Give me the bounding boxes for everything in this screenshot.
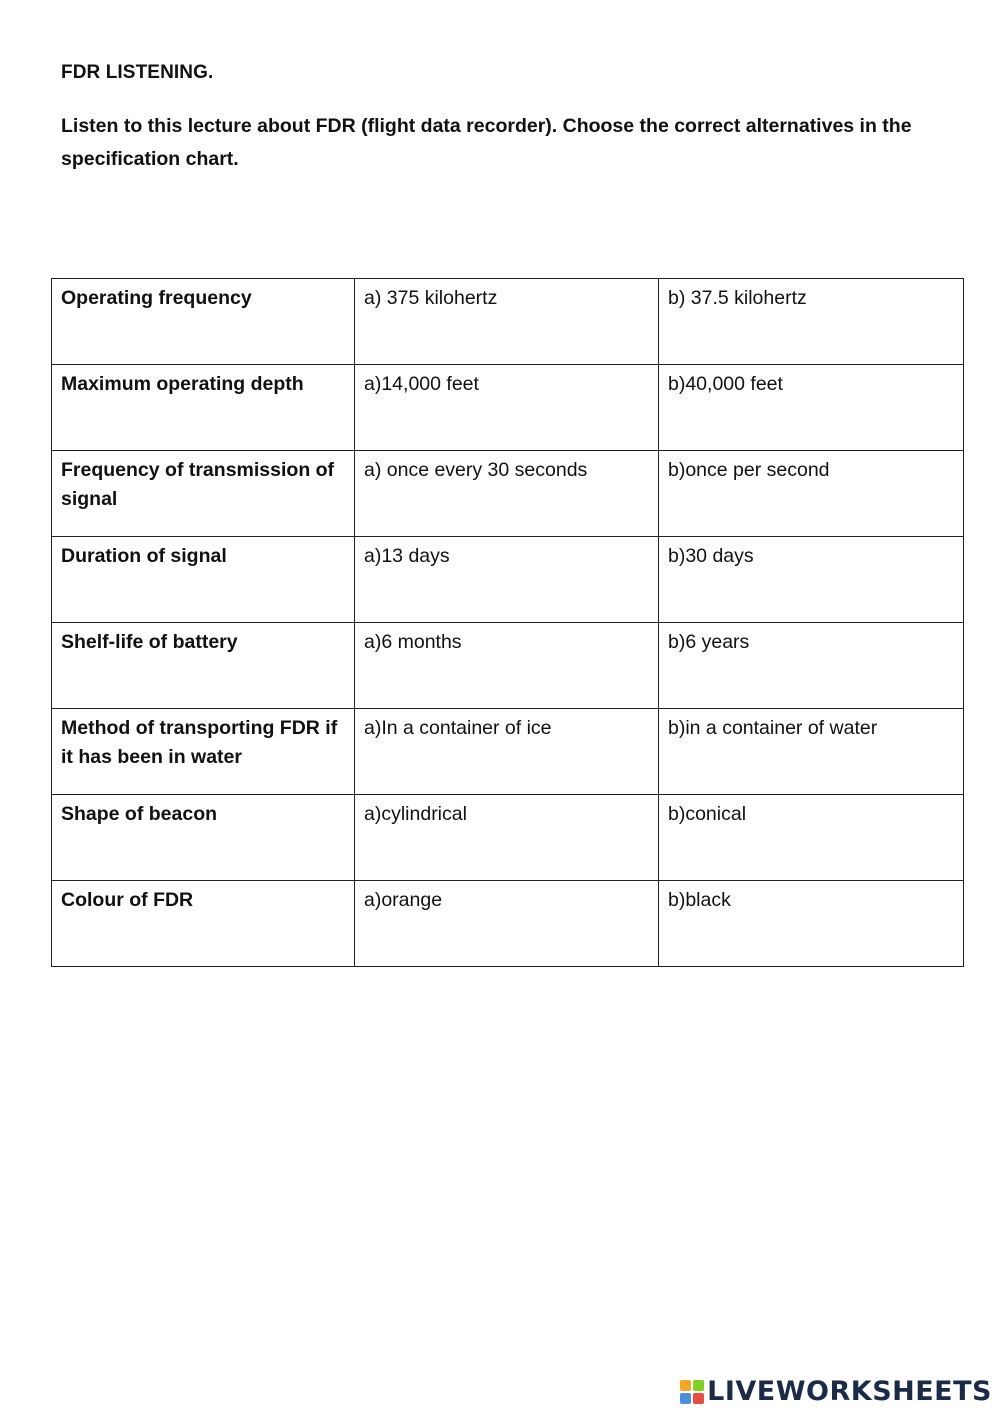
option-a-cell: a)6 months [355, 623, 659, 709]
page-title: FDR LISTENING. [61, 62, 214, 83]
spec-label-cell: Maximum operating depth [52, 365, 355, 451]
spec-label-cell: Shape of beacon [52, 795, 355, 881]
option-b-cell: b)black [659, 881, 964, 967]
table-row [52, 451, 964, 537]
logo-square-2 [693, 1380, 704, 1391]
option-a-cell: a)In a container of ice [355, 709, 659, 795]
table-row [52, 365, 964, 451]
option-b-cell: b)30 days [659, 537, 964, 623]
spec-label-cell: Method of transporting FDR if it has been in water [52, 709, 355, 795]
option-b-cell: b)40,000 feet [659, 365, 964, 451]
option-b-cell: b)6 years [659, 623, 964, 709]
option-b-cell: b)conical [659, 795, 964, 881]
table-row [52, 279, 964, 365]
spec-label-cell: Colour of FDR [52, 881, 355, 967]
logo-square-3 [680, 1393, 691, 1404]
spec-label-cell: Frequency of transmission of signal [52, 451, 355, 537]
logo-square-4 [693, 1393, 704, 1404]
spec-label-cell: Operating frequency [52, 279, 355, 365]
option-b-cell: b)once per second [659, 451, 964, 537]
option-b-cell: b)in a container of water [659, 709, 964, 795]
option-a-cell: a)orange [355, 881, 659, 967]
table-row [52, 623, 964, 709]
option-a-cell: a) once every 30 seconds [355, 451, 659, 537]
table-row [52, 709, 964, 795]
option-b-cell: b) 37.5 kilohertz [659, 279, 964, 365]
table-row [52, 795, 964, 881]
liveworksheets-logo-icon [680, 1380, 704, 1404]
spec-label-cell: Duration of signal [52, 537, 355, 623]
table-row [52, 881, 964, 967]
option-a-cell: a)cylindrical [355, 795, 659, 881]
liveworksheets-branding [680, 1376, 992, 1407]
instructions-text: Listen to this lecture about FDR (flight data recorder). Choose the correct alternatives in the specification chart. [61, 115, 912, 170]
specification-table [51, 278, 964, 967]
option-a-cell: a)14,000 feet [355, 365, 659, 451]
option-a-cell: a) 375 kilohertz [355, 279, 659, 365]
brand-name: LIVEWORKSHEETS [707, 1376, 992, 1407]
specification-table-body [52, 279, 964, 967]
spec-label-cell: Shelf-life of battery [52, 623, 355, 709]
table-row [52, 537, 964, 623]
logo-square-1 [680, 1380, 691, 1391]
option-a-cell: a)13 days [355, 537, 659, 623]
